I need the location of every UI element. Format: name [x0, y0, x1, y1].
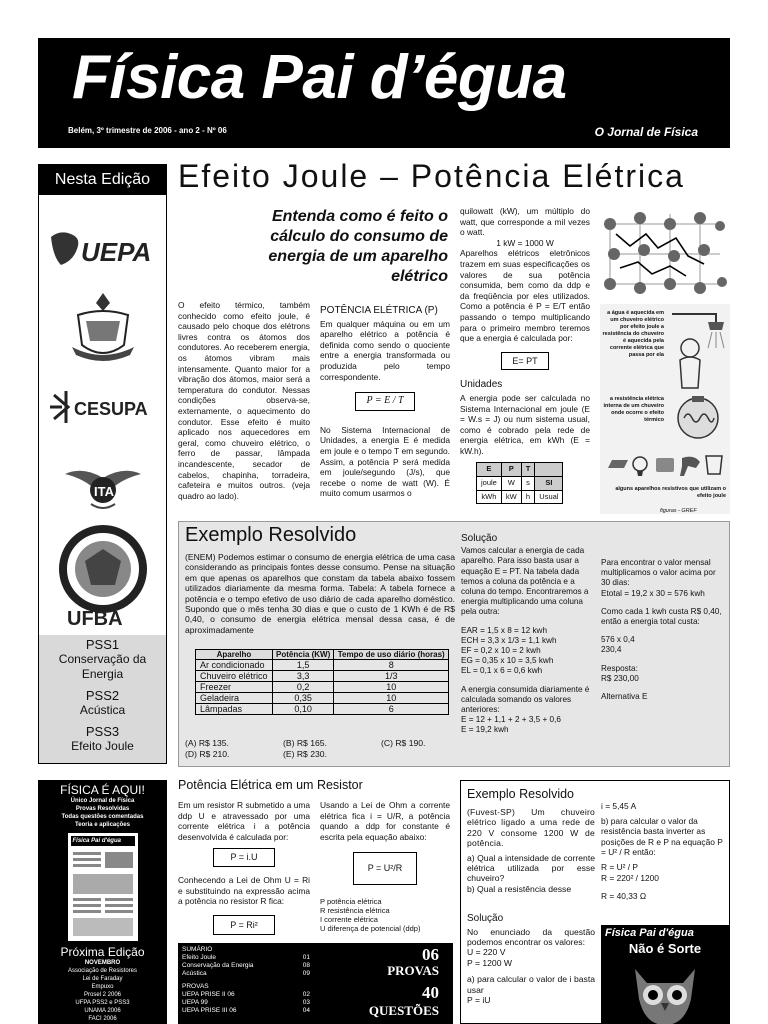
prova-item[interactable]: UEPA 99 03 [182, 999, 310, 1006]
next-edition-line: Empuxo [91, 984, 114, 990]
solution-text: 230,4 [601, 645, 622, 655]
next-edition-line: UFPA PSS2 e PSS3 [75, 1000, 130, 1006]
solution-text: Resposta: [601, 663, 638, 673]
solution-text: Alternativa E [601, 692, 648, 702]
prova-item[interactable]: UEPA PRISE III 06 04 [182, 1007, 310, 1014]
table-row: joule W s SI [477, 477, 563, 491]
figure-caption: a resistência elétrica interna de um chuveiro onde ocorre o efeito térmico [603, 396, 664, 423]
table-row: Aparelho Potência (KW) Tempo de uso diário (horas) [196, 650, 449, 660]
sumario-box [178, 943, 453, 1024]
solution-calc: EF = 0,2 x 10 = 2 kwh [461, 646, 541, 656]
article-text: quilowatt (kW), um múltiplo do watt, que corresponde a mil vezes o watt. [460, 206, 590, 238]
big-label-2: QUESTÕES [368, 1003, 439, 1018]
table-row: Ar condicionado 1,5 8 [196, 660, 449, 671]
pss3-title: PSS3 [85, 724, 120, 739]
formula-energy: E= PT [501, 352, 548, 371]
big-count-1: 06 [422, 945, 439, 964]
solution-text: R$ 230,00 [601, 673, 639, 683]
example-heading: Exemplo Resolvido [185, 524, 357, 546]
article-text: Aparelhos elétricos eletrônicos trazem em suas especificações os valores de sua potência consumida, bem como da ddp e da freqüência por eles utilizados. Como a potência é P = E/T então passando o tempo multiplicando para o primeiro membro teremos que a energia é calculada por: [460, 248, 590, 344]
shower-icon [666, 308, 728, 392]
option-d: (D) R$ 210. [185, 749, 230, 759]
resistor-text: Conhecendo a Lei de Ohm U = Ri e substituindo na expressão acima a potência no resistor R fica: [178, 874, 310, 907]
solution-text: A energia consumida diariamente é calculada somando os valores anteriores: [461, 684, 590, 715]
promo-box [38, 780, 167, 1024]
sidebar-heading: Nesta Edição [39, 165, 166, 195]
legend-item: R resistência elétrica [320, 905, 390, 915]
table-row: kWh kW h Usual [477, 490, 563, 504]
ad-slogan: Não é Sorte [628, 941, 702, 956]
resistor-column-2 [320, 800, 450, 933]
solution-text: Como cada 1 kwh custa R$ 0,40, então a energia total custa: [601, 606, 722, 627]
example2-solution-text: No enunciado da questão podemos encontrar os valores: [467, 926, 595, 948]
answer-text: i = 5,45 A [601, 801, 637, 811]
promo-line: Teoria e aplicações [75, 822, 130, 828]
solution-text: 576 x 0,4 [601, 635, 635, 645]
solution-sum: E = 19,2 kwh [461, 725, 509, 735]
ad-title: Física Pai d'égua [605, 927, 694, 939]
prova-item[interactable]: UEPA PRISE II 06 02 [182, 991, 310, 998]
pss3-subject: Efeito Joule [71, 739, 134, 753]
pss2-subject: Acústica [79, 703, 126, 717]
table-row: Freezer 0,2 10 [196, 682, 449, 693]
solution-calc: EG = 0,35 x 10 = 3,5 kwh [461, 656, 554, 666]
promo-line: Todas questões comentadas [61, 814, 144, 820]
example2-solution-heading: Solução [467, 913, 504, 925]
example2-solution-text: a) para calcular o valor de i basta usar [467, 974, 595, 995]
pss1-subject: Conservação da Energia [58, 652, 147, 681]
mini-newspaper-columns-icon [71, 846, 135, 942]
solution-text: Etotal = 19,2 x 30 = 576 kwh [601, 588, 705, 598]
promo-line: Único Jornal de Física [70, 798, 135, 804]
big-label-1: PROVAS [387, 963, 439, 978]
joule-effect-figures [600, 304, 730, 514]
solution-heading: Solução [461, 533, 498, 544]
figure-caption: alguns aparelhos resistivos que utilizam o efeito joule [615, 486, 726, 499]
crystal-lattice-figure [600, 204, 730, 300]
newspaper-title: Física Pai d’égua [72, 43, 567, 112]
next-edition-line: Associação de Resistores [67, 968, 138, 974]
next-edition-line: FACI 2006 [88, 1016, 117, 1022]
sumario-item[interactable]: Efeito Joule 01 [182, 954, 310, 961]
given-value: P = 1200 W [467, 957, 512, 968]
next-edition-line: Prosel 2 2006 [83, 992, 122, 998]
edition-info: Belém, 3º trimestre de 2006 - ano 2 - Nº 06 [68, 126, 227, 135]
svg-text:CESUPA: CESUPA [73, 399, 148, 419]
article-text: O efeito térmico, também conhecido como efeito joule, é causado pelo choque dos elétrons livres contra os átomos dos condutores. Ao receberem energia, os átomos vibram mais intensamente. Quanto maior for a vibração dos átomos, maior será a temperatura do condutor. Nessas condições observa-se, externamente, o aquecimento do condutor. Esse efeito é muito aplicado nos aquecedores em geral, como chuveiro elétrico, o ferro de passar, lâmpada incandescente, secador de cabelos, chapinha, torradeira, cafeteira e muitos outros. (veja quadro ao lado). [178, 300, 310, 501]
sidebar-nesta-edicao [38, 164, 167, 764]
resistor-text: Usando a Lei de Ohm a corrente elétrica fica i = U/R, a potência quando a ddp for constante é escrita pela equação abaixo: [320, 800, 450, 842]
solution-column-2 [601, 558, 725, 702]
ita-wings-logo [39, 455, 166, 515]
example2-answer-column [601, 801, 727, 902]
appliance-table [195, 649, 449, 715]
sumario-heading: SUMÁRIO [182, 946, 213, 953]
example2-equation: P = iU [467, 995, 491, 1006]
next-edition-heading: Próxima Edição [60, 945, 145, 959]
article-column-1 [178, 300, 310, 501]
formula-power: P = E / T [355, 392, 414, 411]
example-resolved-box [178, 521, 730, 767]
formula-power-iu: P = i.U [213, 848, 274, 867]
pss1-title: PSS1 [85, 637, 120, 652]
article-text: No Sistema Internacional de Unidades, a energia E é medida em joule e o tempo T em segundo. Assim, a potência P será medida em joule/segundo (J/s), que recebe o nome de watt (W). É muito comum usarmos o [320, 424, 450, 499]
sumario-item[interactable]: Acústica 09 [182, 970, 310, 977]
shower-resistance-icon [666, 394, 728, 444]
lattice-icon [600, 204, 730, 300]
legend-item: P potência elétrica [320, 896, 382, 906]
mini-newspaper [68, 833, 138, 941]
section-heading: Unidades [460, 379, 503, 391]
legend-item: I corrente elétrica [320, 914, 378, 924]
article-column-3 [460, 206, 590, 504]
article-title: Efeito Joule – Potência Elétrica [178, 158, 685, 194]
section-heading: POTÊNCIA ELÉTRICA (P) [320, 305, 438, 316]
figure-credit: figuras - GREF [660, 508, 697, 514]
provas-heading: PROVAS [182, 983, 209, 990]
example2-question-a: a) Qual a intensidade de corrente elétrica utilizada por esse chuveiro? [467, 852, 595, 884]
given-value: U = 220 V [467, 947, 506, 958]
ad-box [601, 925, 729, 1024]
owl-icon [625, 959, 705, 1024]
article-lead: Entenda como é feito o cálculo do consumo de energia de um aparelho elétrico [268, 208, 448, 285]
option-a: (A) R$ 135. [185, 738, 229, 748]
example2-question-column [467, 807, 595, 1006]
formula-power-ri2: P = Ri² [213, 915, 275, 936]
option-c: (C) R$ 190. [381, 738, 426, 748]
seal-logo [39, 290, 166, 364]
figure-caption: a água é aquecida em um chuveiro elétrico por efeito joule a resistência do chuveiro é aquecida pela corrente elétrica que passa por ela [602, 310, 664, 358]
option-b: (B) R$ 165. [283, 738, 327, 748]
pss-list [39, 635, 166, 763]
answer-text: b) para calcular o valor da resistência basta inverter as posições de R e P na equação P = U² / R então: [601, 815, 723, 858]
resistive-appliances-icon [604, 446, 728, 482]
answer-text: R = 40,33 Ω [601, 891, 647, 902]
example-question: (ENEM) Podemos estimar o consumo de energia elétrica de uma casa considerando as principais fontes desse consumo. Pense na situação em que apenas os aparelhos que constam da tabela abaixo fossem utilizados diariamente da mesma forma. Tabela: A tabela fornece a potência e o tempo efetivo de uso diário de cada aparelho doméstico. Supondo que o mês tenha 30 dias e que o custo de 1 KWh é de R$ 0,40, o consumo de energia elétrica mensal dessa casa, é de aproximadamente [185, 552, 455, 635]
resistor-column-1 [178, 800, 310, 935]
option-e: (E) R$ 230. [283, 749, 327, 759]
formula-power-u2r: P = U²/R [353, 852, 418, 885]
kw-equation: 1 kW = 1000 W [496, 237, 554, 248]
solution-calc: ECH = 3,3 x 1/3 = 1,1 kwh [461, 635, 557, 645]
example2-heading: Exemplo Resolvido [467, 787, 574, 801]
table-row: Lâmpadas 0,10 6 [196, 704, 449, 715]
article-text: Em qualquer máquina ou em um aparelho elétrico a potência é definida como sendo o quociente entre a energia transformada ou produzida pelo tempo correspondente. [320, 318, 450, 382]
example2-question: (Fuvest-SP) Um chuveiro elétrico ligado a uma rede de 220 V consome 1200 W de potência. [467, 807, 595, 849]
solution-calc: EAR = 1,5 x 8 = 12 kwh [461, 625, 548, 635]
resistor-text: Em um resistor R submetido a uma ddp U e atravessado por uma corrente elétrica i a potência desenvolvida é calculada por: [178, 800, 310, 842]
solution-text: Vamos calcular a energia de cada aparelho. Para isso basta usar a equação E = PT. Na tabela dada temos a coluna da potência e a coluna do tempo. Encontraremos a energia multiplicando uma coluna pela outra: [461, 546, 589, 617]
legend-item: U diferença de potencial (ddp) [320, 923, 421, 933]
answer-options [185, 738, 455, 760]
units-table [476, 462, 563, 504]
article-text: A energia pode ser calculada no Sistema Internacional em joule (E = W.s = J) ou num sistema usual, como é cobrado pela rede de energia elétrica, em kWh (E = kW.h). [460, 392, 590, 456]
promo-line: Provas Resolvidas [75, 806, 130, 812]
sumario-item[interactable]: Conservação da Energia 08 [182, 962, 310, 969]
table-row: Chuveiro elétrico 3,3 1/3 [196, 671, 449, 682]
resistor-heading: Potência Elétrica em um Resistor [178, 778, 363, 792]
answer-text: R = 220² / 1200 [601, 872, 659, 883]
svg-text:UFBA: UFBA [66, 608, 123, 629]
answer-text: R = U² / P [601, 861, 638, 872]
solution-column-1 [461, 534, 591, 736]
article-column-2 [320, 306, 450, 499]
next-edition-line: UNAMA 2006 [84, 1008, 121, 1014]
svg-text:ITA: ITA [93, 484, 114, 499]
promo-heading: FÍSICA É AQUI! [60, 783, 145, 797]
masthead [38, 38, 730, 148]
svg-text:UEPA: UEPA [80, 237, 151, 267]
cesupa-logo [39, 387, 166, 427]
next-edition-line: Lei de Faraday [82, 976, 123, 982]
next-edition-line: NOVEMBRO [84, 960, 121, 966]
uepa-logo [39, 225, 166, 275]
solution-calc: EL = 0,1 x 6 = 0,6 kwh [461, 666, 543, 676]
mini-newspaper-title: Física Pai d'égua [71, 836, 135, 846]
big-count-2: 40 [422, 983, 439, 1002]
example2-box [460, 780, 730, 1024]
table-row: E P T [477, 463, 563, 477]
solution-sum: E = 12 + 1,1 + 2 + 3,5 + 0,6 [461, 715, 561, 725]
solution-text: Para encontrar o valor mensal multiplicamos o valor acima por 30 dias: [601, 558, 716, 588]
table-row: Geladeira 0,35 10 [196, 693, 449, 704]
example2-question-b: b) Qual a resistência desse [467, 883, 572, 894]
tagline: O Jornal de Física [594, 125, 698, 139]
ufba-logo [39, 525, 166, 629]
pss2-title: PSS2 [85, 688, 120, 703]
